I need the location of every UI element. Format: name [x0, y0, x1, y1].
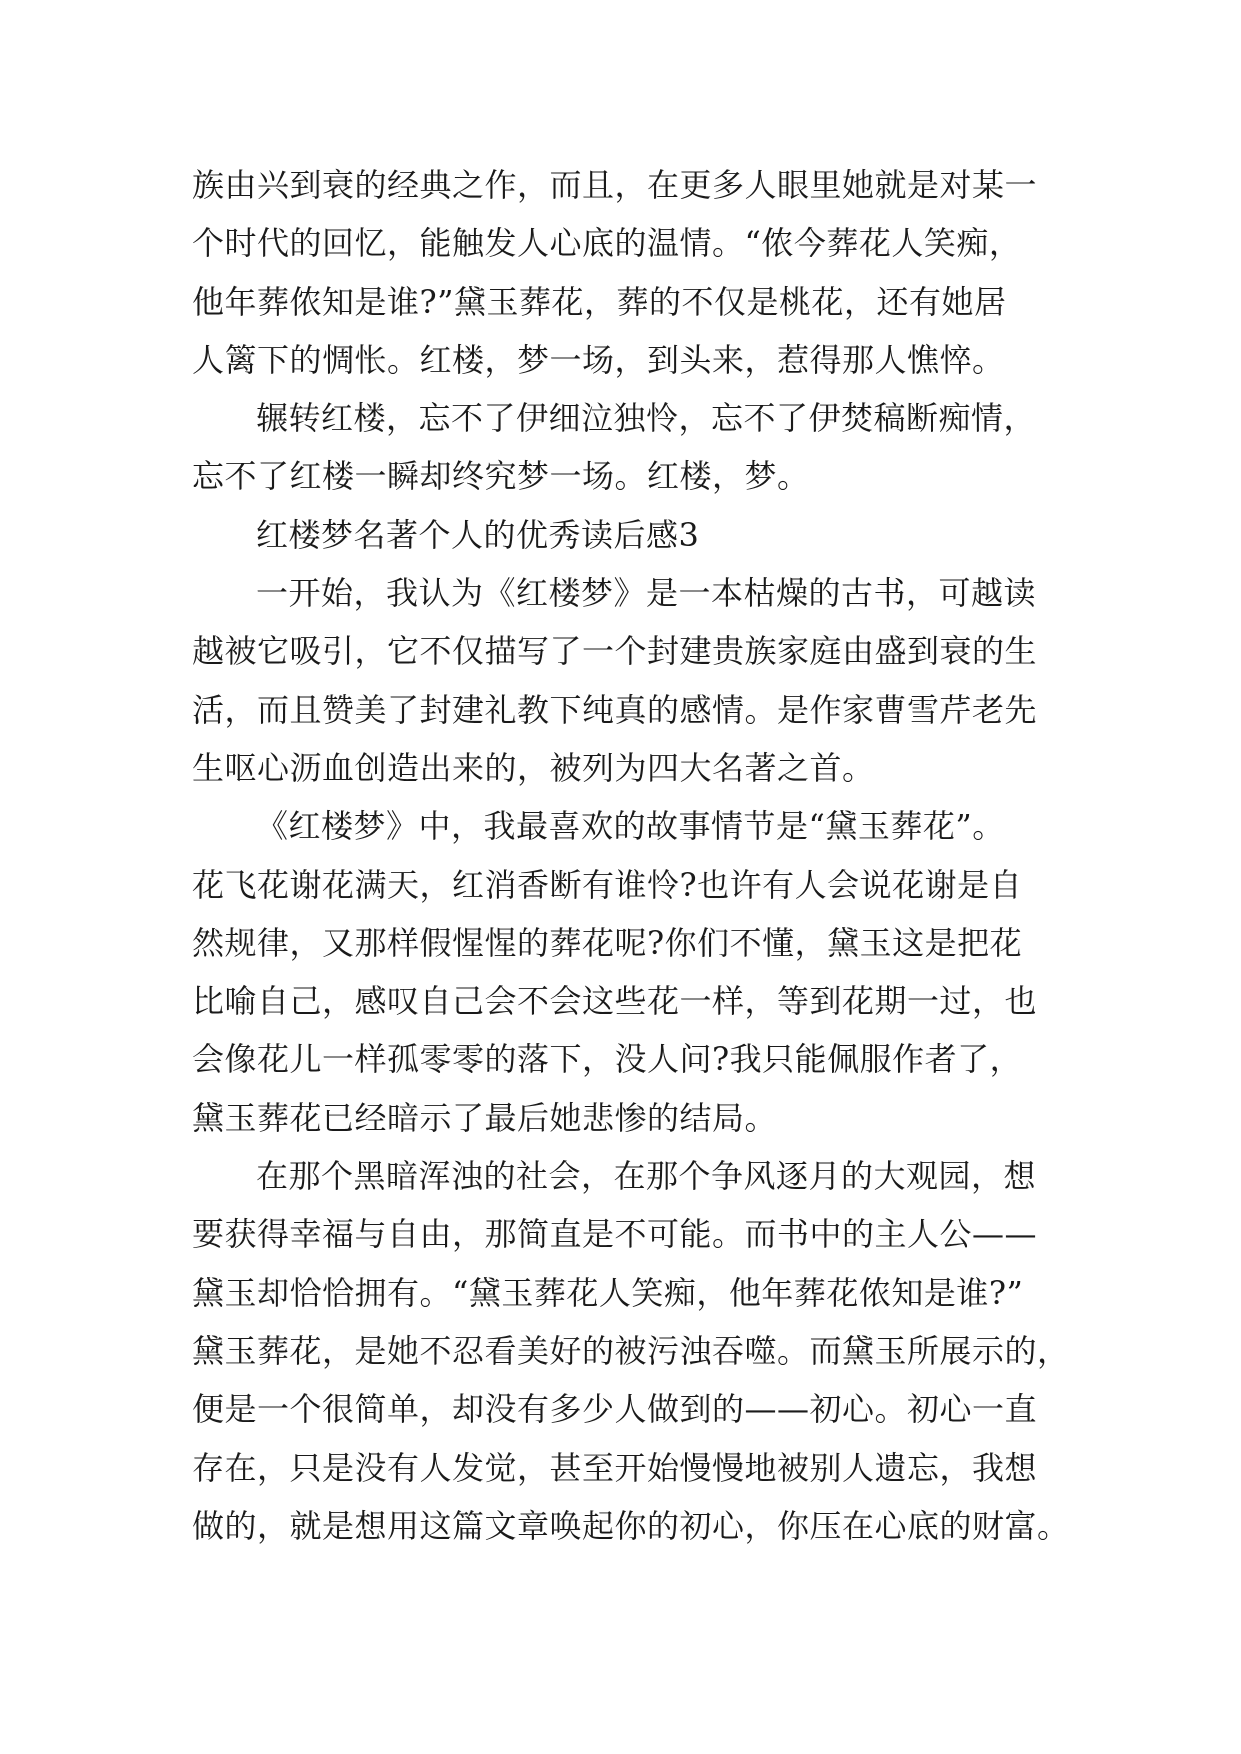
text-line: 会像花儿一样孤零零的落下，没人问?我只能佩服作者了， [192, 1040, 1023, 1079]
text-line: 越被它吸引，它不仅描写了一个封建贵族家庭由盛到衰的生 [192, 632, 1038, 671]
text-line: 要获得幸福与自由，那简直是不可能。而书中的主人公—— [192, 1215, 1038, 1254]
text-line: 活，而且赞美了封建礼教下纯真的感情。是作家曹雪芹老先 [192, 690, 1038, 729]
text-line: 花飞花谢花满天，红消香断有谁怜?也许有人会说花谢是自 [192, 865, 1023, 904]
text-line: 做的，就是想用这篇文章唤起你的初心，你压在心底的财富。 [192, 1506, 1070, 1545]
text-line: 存在，只是没有人发觉，甚至开始慢慢地被别人遗忘，我想 [192, 1448, 1038, 1487]
text-line: 《红楼梦》中，我最喜欢的故事情节是“黛玉葬花”。 [256, 807, 1005, 846]
text-line: 他年葬侬知是谁?”黛玉葬花，葬的不仅是桃花，还有她居 [192, 282, 1007, 321]
text-line: 然规律，又那样假惺惺的葬花呢?你们不懂，黛玉这是把花 [192, 923, 1023, 962]
body-text [192, 156, 1072, 1555]
text-line: 忘不了红楼一瞬却终究梦一场。红楼，梦。 [192, 457, 810, 496]
text-line: 族由兴到衰的经典之作，而且，在更多人眼里她就是对某一 [192, 166, 1038, 204]
text-line: 在那个黑暗浑浊的社会，在那个争风逐月的大观园，想 [256, 1157, 1037, 1196]
text-line: 黛玉葬花，是她不忍看美好的被污浊吞噬。而黛玉所展示的， [192, 1331, 1070, 1370]
section-heading: 红楼梦名著个人的优秀读后感3 [256, 515, 700, 554]
text-line: 黛玉葬花已经暗示了最后她悲惨的结局。 [192, 1098, 778, 1137]
text-line: 便是一个很简单，却没有多少人做到的——初心。初心一直 [192, 1390, 1038, 1429]
text-line: 生呕心沥血创造出来的，被列为四大名著之首。 [192, 748, 875, 787]
text-line: 黛玉却恰恰拥有。“黛玉葬花人笑痴，他年葬花侬知是谁?” [192, 1273, 1024, 1312]
text-line: 人篱下的惆怅。红楼，梦一场，到头来，惹得那人憔悴。 [192, 340, 1005, 379]
text-line: 一开始，我认为《红楼梦》是一本枯燥的古书，可越读 [256, 574, 1037, 613]
text-line: 个时代的回忆，能触发人心底的温情。“侬今葬花人笑痴， [192, 224, 1022, 263]
text-line: 比喻自己，感叹自己会不会这些花一样，等到花期一过，也 [192, 982, 1038, 1021]
text-line: 辗转红楼，忘不了伊细泣独怜，忘不了伊焚稿断痴情， [256, 399, 1037, 438]
